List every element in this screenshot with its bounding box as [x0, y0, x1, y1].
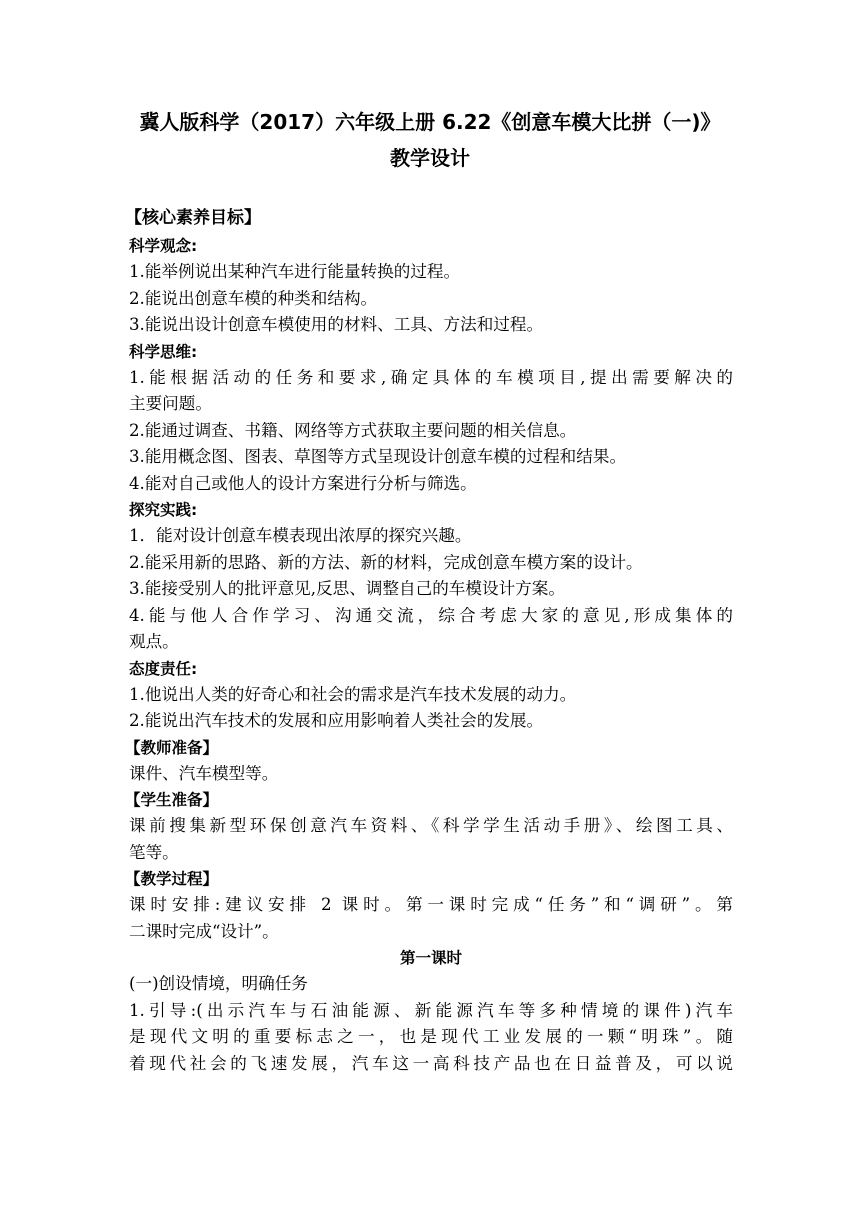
document-body: [125, 203, 733, 1077]
document-title: 冀人版科学（2017）六年级上册 6.22《创意车模大比拼（一)》: [139, 110, 721, 134]
section-heading-process: 【教学过程】: [125, 870, 219, 888]
section-heading-teacher-prep: 【教师准备】: [125, 738, 219, 757]
subheading-science-thinking: 科学思维:: [129, 342, 198, 361]
schedule-line: 二课时完成“设计”。: [129, 921, 279, 941]
document-subtitle: 教学设计: [390, 146, 470, 170]
schedule-line: 课时安排:建议安排 2 课时。第一课时完成“任务”和“调研”。第: [129, 895, 733, 914]
list-item: 观点。: [129, 632, 179, 651]
paragraph-line: 1.引导:(出示汽车与石油能源、新能源汽车等多种情境的课件)汽车: [129, 1000, 733, 1020]
list-item: 主要问题。: [129, 394, 212, 413]
list-item: 4.能对自己或他人的设计方案进行分析与筛选。: [129, 473, 477, 493]
list-item: 1.能根据活动的任务和要求,确定具体的车模项目,提出需要解决的: [129, 367, 733, 387]
subheading-science-concept: 科学观念:: [129, 237, 198, 255]
paragraph-line: 是现代文明的重要标志之一，也是现代工业发展的一颗“明珠”。随: [129, 1027, 733, 1046]
section-heading-core-goals: 【核心素养目标】: [125, 208, 261, 228]
lesson-heading: 第一课时: [399, 949, 462, 967]
student-prep-line: 课前搜集新型环保创意汽车资料、《科学学生活动手册》、绘图工具、: [129, 816, 733, 835]
list-item: 3.能接受别人的批评意见,反思、调整自己的车模设计方案。: [129, 579, 565, 598]
list-item: 2.能采用新的思路、新的方法、新的材料，完成创意车模方案的设计。: [129, 552, 643, 572]
list-item: 3.能用概念图、图表、草图等方式呈现设计创意车模的过程和结果。: [129, 447, 627, 466]
list-item: 1.能举例说出某种汽车进行能量转换的过程。: [129, 262, 461, 281]
subheading-inquiry-practice: 探究实践:: [129, 501, 198, 519]
list-item: 2.能说出创意车模的种类和结构。: [129, 288, 378, 308]
list-item: 4.能与他人合作学习、沟通交流，综合考虑大家的意见,形成集体的: [129, 605, 733, 625]
section-heading-student-prep: 【学生准备】: [125, 791, 219, 809]
paragraph-line: 着现代社会的飞速发展，汽车这一高科技产品也在日益普及，可以说: [129, 1053, 733, 1073]
teacher-prep-text: 课件、汽车模型等。: [129, 763, 279, 783]
step-heading: (一)创设情境，明确任务: [129, 974, 308, 993]
student-prep-line: 笔等。: [129, 842, 179, 862]
list-item: 3.能说出设计创意车模使用的材料、工具、方法和过程。: [129, 315, 544, 334]
subheading-attitude: 态度责任:: [129, 659, 198, 678]
list-item: 1.他说出人类的好奇心和社会的需求是汽车技术发展的动力。: [129, 684, 577, 704]
list-item: 2.能说出汽车技术的发展和应用影响着人类社会的发展。: [129, 711, 544, 730]
list-item: 1．能对设计创意车模表现出浓厚的探究兴趣。: [129, 526, 472, 545]
list-item: 2.能通过调查、书籍、网络等方式获取主要问题的相关信息。: [129, 420, 577, 440]
